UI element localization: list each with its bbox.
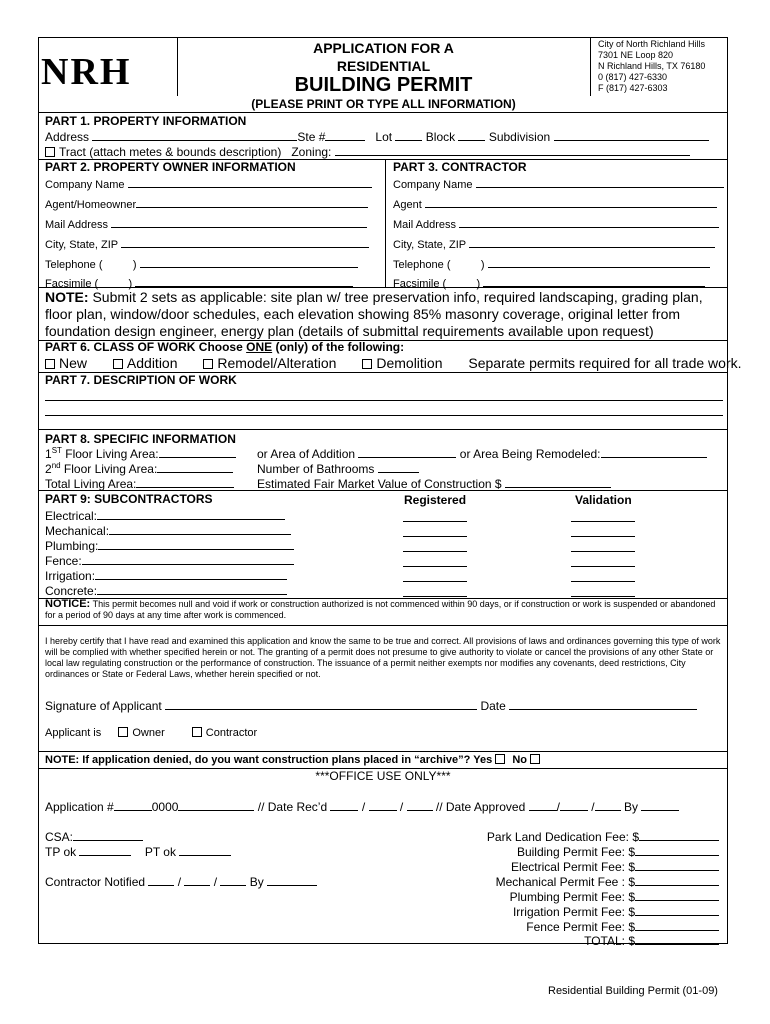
date-field[interactable] (509, 698, 697, 710)
divider (39, 287, 727, 288)
note-line1: Submit 2 sets as applicable: site plan w/ tree preservation info, required landscaping, grading plan, (88, 289, 703, 305)
total-fee-field[interactable] (635, 933, 719, 945)
registered-line[interactable] (403, 536, 467, 537)
owner-fax-label: Facsimile ( (45, 278, 99, 290)
part2-heading: PART 2. PROPERTY OWNER INFORMATION (45, 160, 296, 174)
csa-field[interactable] (73, 829, 143, 841)
total-area-field[interactable] (136, 476, 234, 488)
option-addition[interactable]: Addition (113, 355, 178, 371)
city-line: City of North Richland Hills (598, 39, 706, 49)
lot-field[interactable] (395, 129, 422, 141)
trade-concrete: Concrete: (45, 583, 287, 598)
validation-line[interactable] (571, 551, 635, 552)
part9-heading: PART 9: SUBCONTRACTORS (45, 492, 213, 506)
contractor-phone-field[interactable] (488, 256, 710, 268)
bathrooms-row: Number of Bathrooms (257, 461, 419, 476)
mechanical-field[interactable] (109, 523, 291, 535)
second-floor-field[interactable] (157, 461, 233, 473)
part3-heading: PART 3. CONTRACTOR (393, 160, 527, 174)
divider (39, 112, 727, 113)
demolition-checkbox[interactable] (362, 359, 372, 369)
archive-no-checkbox[interactable] (530, 754, 540, 764)
subdivision-field[interactable] (554, 129, 709, 141)
part6-heading: PART 6. CLASS OF WORK Choose ONE (only) of the following: (45, 340, 405, 354)
owner-city-label: City, State, ZIP (45, 239, 118, 251)
city-line: 7301 NE Loop 820 (598, 50, 674, 60)
owner-option[interactable]: Owner (118, 727, 164, 739)
separate-permits-note: Separate permits required for all trade work. (468, 355, 742, 371)
registered-line[interactable] (403, 596, 467, 597)
tp-pt-row: TP ok PT ok (45, 844, 231, 859)
fence-field[interactable] (82, 553, 294, 565)
contractor-fax-row: Facsimile ( ) (393, 275, 705, 290)
owner-phone-label: Telephone ( (45, 259, 103, 271)
building-fee-field[interactable] (635, 844, 719, 856)
city-address (598, 39, 705, 94)
market-value-row: Estimated Fair Market Value of Construction $ (257, 476, 611, 491)
part7-heading: PART 7. DESCRIPTION OF WORK (45, 373, 237, 387)
footer-form-id: Residential Building Permit (01-09) (548, 985, 718, 997)
tract-label: Tract (attach metes & bounds description) (59, 145, 282, 159)
application-field[interactable] (114, 799, 152, 811)
signature-field[interactable] (165, 698, 477, 710)
validation-line[interactable] (571, 566, 635, 567)
contractor-phone-label: Telephone ( (393, 259, 451, 271)
trade-mechanical: Mechanical: (45, 523, 291, 538)
total-fee: TOTAL: $ (584, 933, 719, 948)
contractor-mail-row (393, 216, 719, 231)
registered-line[interactable] (403, 521, 467, 522)
title-line1: APPLICATION FOR A (313, 40, 454, 56)
registered-line[interactable] (403, 551, 467, 552)
city-line: F (817) 427-6303 (598, 83, 668, 93)
contractor-fax-field[interactable] (483, 275, 705, 287)
pt-ok-field[interactable] (179, 844, 231, 856)
contractor-agent-label: Agent (393, 199, 422, 211)
class-of-work-options (45, 355, 742, 371)
applicant-is-row: Applicant is Owner Contractor (45, 727, 258, 739)
validation-line[interactable] (571, 596, 635, 597)
page-title: BUILDING PERMIT (294, 74, 473, 96)
contractor-fax-label: Facsimile ( (393, 278, 447, 290)
part6-one: ONE (246, 340, 273, 354)
trade-fence: Fence: (45, 553, 294, 568)
certification-text: I hereby certify that I have read and examined this application and know the same to be true and correct. All provisions of laws and ordinances governing this type of work will be complied with whether specified herein or not. The granting of a permit does not presume to give authority to violate or cancel the provisions of any other State or local law regulating construction or the performance of construction. The issuance of a permit neither exempts nor modifies any covenants, deed restrictions, City ordinances or State or Federal Laws, whether herein specified or not. (45, 636, 721, 679)
tract-row (45, 144, 690, 159)
owner-phone-row: Telephone ( ) (45, 256, 358, 271)
approved-by-field[interactable] (641, 799, 679, 811)
description-line-2[interactable] (45, 415, 723, 416)
second-floor-row: 2nd Floor Living Area: (45, 461, 233, 476)
contractor-company-field[interactable] (476, 176, 724, 188)
contractor-agent-field[interactable] (425, 196, 717, 208)
owner-company-label: Company Name (45, 179, 125, 191)
nrh-logo: NRH (41, 51, 132, 93)
new-checkbox[interactable] (45, 359, 55, 369)
ste-label: Ste # (297, 130, 326, 144)
addition-area-field[interactable] (358, 446, 456, 458)
divider (39, 490, 727, 491)
owner-company-row (45, 176, 372, 191)
csa-row: CSA: (45, 829, 143, 844)
park-land-fee: Park Land Dedication Fee: $ (487, 829, 719, 844)
plumbing-field[interactable] (98, 538, 294, 550)
validation-heading: Validation (575, 493, 632, 507)
contractor-company-row (393, 176, 724, 191)
divider (39, 625, 727, 626)
owner-mail-row (45, 216, 367, 231)
contractor-mail-field[interactable] (459, 216, 719, 228)
contractor-checkbox[interactable] (192, 727, 202, 737)
title-line2: RESIDENTIAL (336, 58, 431, 74)
irrigation-fee-field[interactable] (635, 904, 719, 916)
permit-form (38, 37, 742, 948)
contractor-notified-row: Contractor Notified / / By (45, 874, 317, 889)
bathrooms-field[interactable] (378, 461, 419, 473)
contractor-city-label: City, State, ZIP (393, 239, 466, 251)
part1-heading: PART 1. PROPERTY INFORMATION (45, 114, 247, 128)
registered-heading: Registered (404, 493, 467, 507)
first-floor-row: 1ST Floor Living Area: (45, 446, 236, 461)
signature-row: Signature of Applicant Date (45, 698, 697, 713)
electrical-fee: Electrical Permit Fee: $ (511, 859, 719, 874)
contractor-city-field[interactable] (469, 236, 715, 248)
option-demolition[interactable]: Demolition (362, 355, 442, 371)
description-line-1[interactable] (45, 400, 723, 401)
market-value-field[interactable] (505, 476, 611, 488)
block-field[interactable] (458, 129, 485, 141)
addition-area-row: or Area of Addition or Area Being Remodeled: (257, 446, 707, 461)
contractor-mail-label: Mail Address (393, 219, 456, 231)
address-row (45, 129, 709, 144)
divider (39, 429, 727, 430)
lot-label: Lot (375, 130, 393, 144)
mechanical-fee-field[interactable] (635, 874, 719, 886)
addition-checkbox[interactable] (113, 359, 123, 369)
validation-line[interactable] (571, 581, 635, 582)
registered-line[interactable] (403, 581, 467, 582)
notified-by-field[interactable] (267, 874, 317, 886)
concrete-field[interactable] (97, 583, 287, 595)
archive-yes-checkbox[interactable] (495, 754, 505, 764)
park-land-fee-field[interactable] (639, 829, 719, 841)
owner-fax-field[interactable] (135, 275, 353, 287)
owner-checkbox[interactable] (118, 727, 128, 737)
note-line2: floor plan, window/door schedules, each elevation showing 85% masonry coverage, original letter from (45, 306, 681, 322)
tract-checkbox[interactable] (45, 147, 55, 157)
first-floor-field[interactable] (159, 446, 236, 458)
plumbing-fee-field[interactable] (635, 889, 719, 901)
trade-irrigation: Irrigation: (45, 568, 287, 583)
validation-line[interactable] (571, 536, 635, 537)
remodel-checkbox[interactable] (203, 359, 213, 369)
address-label: Address (45, 130, 90, 144)
contractor-option[interactable]: Contractor (192, 727, 257, 739)
part8-heading: PART 8. SPECIFIC INFORMATION (45, 432, 236, 446)
building-fee: Building Permit Fee: $ (517, 844, 719, 859)
registered-line[interactable] (403, 566, 467, 567)
total-area-row: Total Living Area: (45, 476, 234, 491)
application-suffix-field[interactable] (178, 799, 254, 811)
electrical-fee-field[interactable] (635, 859, 719, 871)
electrical-field[interactable] (97, 508, 285, 520)
address-field[interactable] (92, 129, 297, 141)
fence-fee-field[interactable] (635, 919, 719, 931)
validation-line[interactable] (571, 521, 635, 522)
header-divider-right (590, 38, 591, 96)
tp-ok-field[interactable] (79, 844, 131, 856)
city-line: 0 (817) 427-6330 (598, 72, 668, 82)
instructions: (PLEASE PRINT OR TYPE ALL INFORMATION) (251, 97, 516, 111)
notice-text: NOTICE: This permit becomes null and void if work or construction authorized is not commenced within 90 days, or if construction or work is suspended or abandoned for a period of 90 days at any time after work is commenced. (45, 598, 716, 620)
subdivision-label: Subdivision (488, 130, 551, 144)
zoning-field[interactable] (335, 144, 690, 156)
archive-question: NOTE: If application denied, do you want construction plans placed in “archive”? Yes No (45, 754, 544, 766)
city-line: N Richland Hills, TX 76180 (598, 61, 706, 71)
owner-mail-label: Mail Address (45, 219, 108, 231)
trade-electrical: Electrical: (45, 508, 285, 523)
application-row: Application # 0000 // Date Rec’d / / // Date Approved / / By (45, 799, 679, 814)
ste-field[interactable] (325, 129, 365, 141)
office-use-heading: ***OFFICE USE ONLY*** (315, 769, 451, 783)
contractor-phone-row: Telephone ( ) (393, 256, 710, 271)
plumbing-fee: Plumbing Permit Fee: $ (510, 889, 719, 904)
submittal-note (45, 289, 703, 340)
option-remodel[interactable]: Remodel/Alteration (203, 355, 336, 371)
owner-agent-label: Agent/Homeowner (45, 199, 137, 211)
note-line3: foundation design engineer, energy plan (details of submittal requirements available upon request) (45, 323, 654, 339)
contractor-company-label: Company Name (393, 179, 473, 191)
mechanical-fee: Mechanical Permit Fee : $ (496, 874, 719, 889)
contractor-agent-row (393, 196, 717, 211)
trade-plumbing: Plumbing: (45, 538, 294, 553)
divider (39, 751, 727, 752)
part2-part3-divider (385, 159, 386, 287)
owner-fax-row: Facsimile ( ) (45, 275, 353, 290)
owner-city-field[interactable] (121, 236, 369, 248)
owner-city-row (45, 236, 369, 251)
owner-phone-field[interactable] (140, 256, 358, 268)
note-label: NOTE: (45, 289, 89, 305)
contractor-city-row (393, 236, 715, 251)
irrigation-fee: Irrigation Permit Fee: $ (513, 904, 719, 919)
owner-company-field[interactable] (128, 176, 372, 188)
irrigation-field[interactable] (95, 568, 287, 580)
block-label: Block (425, 130, 456, 144)
owner-mail-field[interactable] (111, 216, 367, 228)
option-new[interactable]: New (45, 355, 87, 371)
fence-fee: Fence Permit Fee: $ (526, 919, 719, 934)
remodeled-area-field[interactable] (601, 446, 707, 458)
owner-agent-row (45, 196, 368, 211)
zoning-label: Zoning: (291, 145, 332, 159)
owner-agent-field[interactable] (136, 196, 368, 208)
